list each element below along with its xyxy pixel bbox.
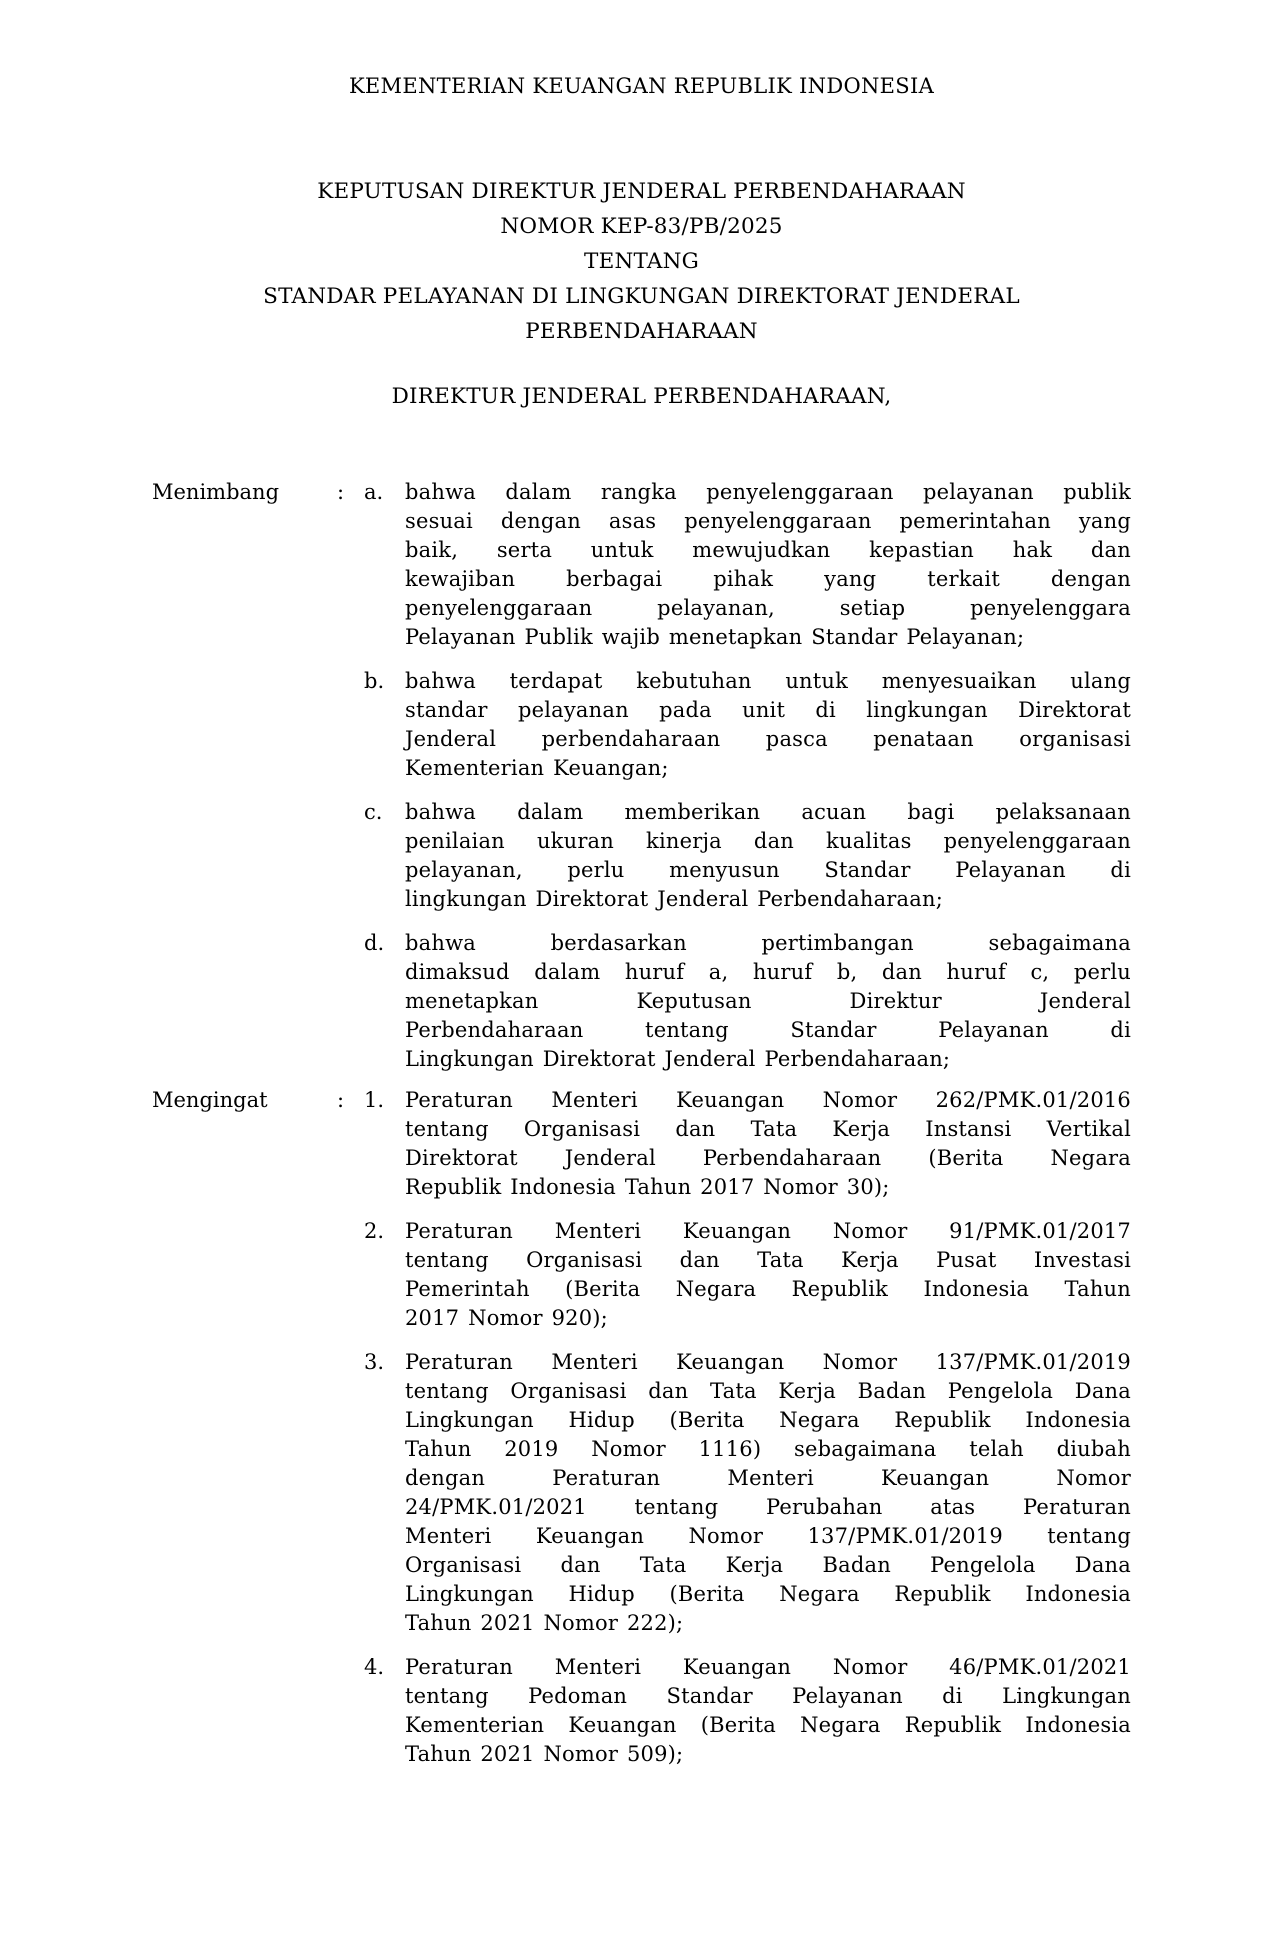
decree-title-block [152,174,1131,349]
letterhead: KEMENTERIAN KEUANGAN REPUBLIK INDONESIA [348,74,935,98]
decree-subject-line-1: STANDAR PELAYANAN DI LINGKUNGAN DIREKTORAT JENDERAL [263,284,1020,309]
item-marker: 1. [364,1088,385,1112]
item-marker: d. [364,931,385,955]
legal-basis-item-3 [364,1348,1131,1638]
legal-basis-item-4 [364,1653,1131,1769]
legal-basis-item-1 [364,1086,1131,1202]
section-colon: : [337,480,345,504]
menimbang-items [364,478,1131,1074]
mengingat-items [364,1086,1131,1769]
section-menimbang [152,478,1131,1074]
decree-number-line: NOMOR KEP-83/PB/2025 [500,214,783,239]
item-text: Peraturan Menteri Keuangan Nomor 91/PMK.01/2017 tentang Organisasi dan Tata Kerja Pusat Investasi Pemerintah (Berita Negara Republik Indonesia Tahun 2017 Nomor 920); [405,1219,1131,1330]
item-marker: 3. [364,1350,385,1374]
item-text: bahwa terdapat kebutuhan untuk menyesuaikan ulang standar pelayanan pada unit di lingkungan Direktorat Jenderal perbendaharaan pasca penataan organisasi Kementerian Keuangan; [405,669,1131,780]
item-text: Peraturan Menteri Keuangan Nomor 46/PMK.01/2021 tentang Pedoman Standar Pelayanan di Lingkungan Kementerian Keuangan (Berita Negara Republik Indonesia Tahun 2021 Nomor 509); [405,1655,1131,1766]
item-text: Peraturan Menteri Keuangan Nomor 137/PMK.01/2019 tentang Organisasi dan Tata Kerja Badan Pengelola Dana Lingkungan Hidup (Berita Negara Republik Indonesia Tahun 2019 Nomor 1116) sebagaimana telah diubah dengan Peraturan Menteri Keuangan Nomor 24/PMK.01/2021 tentang Perubahan atas Peraturan Menteri Keuangan Nomor 137/PMK.01/2019 tentang Organisasi dan Tata Kerja Badan Pengelola Dana Lingkungan Hidup (Berita Negara Republik Indonesia Tahun 2021 Nomor 222); [405,1350,1131,1635]
consideration-item-a [364,478,1131,652]
item-marker: c. [364,800,383,824]
salutation: DIREKTUR JENDERAL PERBENDAHARAAN, [391,384,892,409]
decree-subject-line-2: PERBENDAHARAAN [525,319,758,344]
legal-basis-item-2 [364,1217,1131,1333]
item-marker: 4. [364,1655,385,1679]
section-label-mengingat: Mengingat [152,1088,268,1112]
item-marker: 2. [364,1219,385,1243]
item-marker: a. [364,480,384,504]
item-marker: b. [364,669,385,693]
consideration-item-b [364,667,1131,783]
decree-tentang-line: TENTANG [584,249,699,274]
consideration-item-d [364,929,1131,1074]
section-mengingat [152,1086,1131,1769]
section-label-menimbang: Menimbang [152,480,280,504]
consideration-item-c [364,798,1131,914]
decree-body [152,478,1131,1769]
section-colon: : [337,1088,345,1112]
item-text: bahwa dalam rangka penyelenggaraan pelayanan publik sesuai dengan asas penyelenggaraan pemerintahan yang baik, serta untuk mewujudkan kepastian hak dan kewajiban berbagai pihak yang terkait dengan penyelenggaraan pelayanan, setiap penyelenggara Pelayanan Publik wajib menetapkan Standar Pelayanan; [405,480,1131,649]
item-text: bahwa berdasarkan pertimbangan sebagaimana dimaksud dalam huruf a, huruf b, dan huruf c, perlu menetapkan Keputusan Direktur Jenderal Perbendaharaan tentang Standar Pelayanan di Lingkungan Direktorat Jenderal Perbendaharaan; [405,931,1131,1071]
item-text: bahwa dalam memberikan acuan bagi pelaksanaan penilaian ukuran kinerja dan kualitas penyelenggaraan pelayanan, perlu menyusun Standar Pelayanan di lingkungan Direktorat Jenderal Perbendaharaan; [405,800,1131,911]
item-text: Peraturan Menteri Keuangan Nomor 262/PMK.01/2016 tentang Organisasi dan Tata Kerja Instansi Vertikal Direktorat Jenderal Perbendaharaan (Berita Negara Republik Indonesia Tahun 2017 Nomor 30); [405,1088,1131,1199]
decree-title-line-1: KEPUTUSAN DIREKTUR JENDERAL PERBENDAHARAAN [317,179,966,204]
